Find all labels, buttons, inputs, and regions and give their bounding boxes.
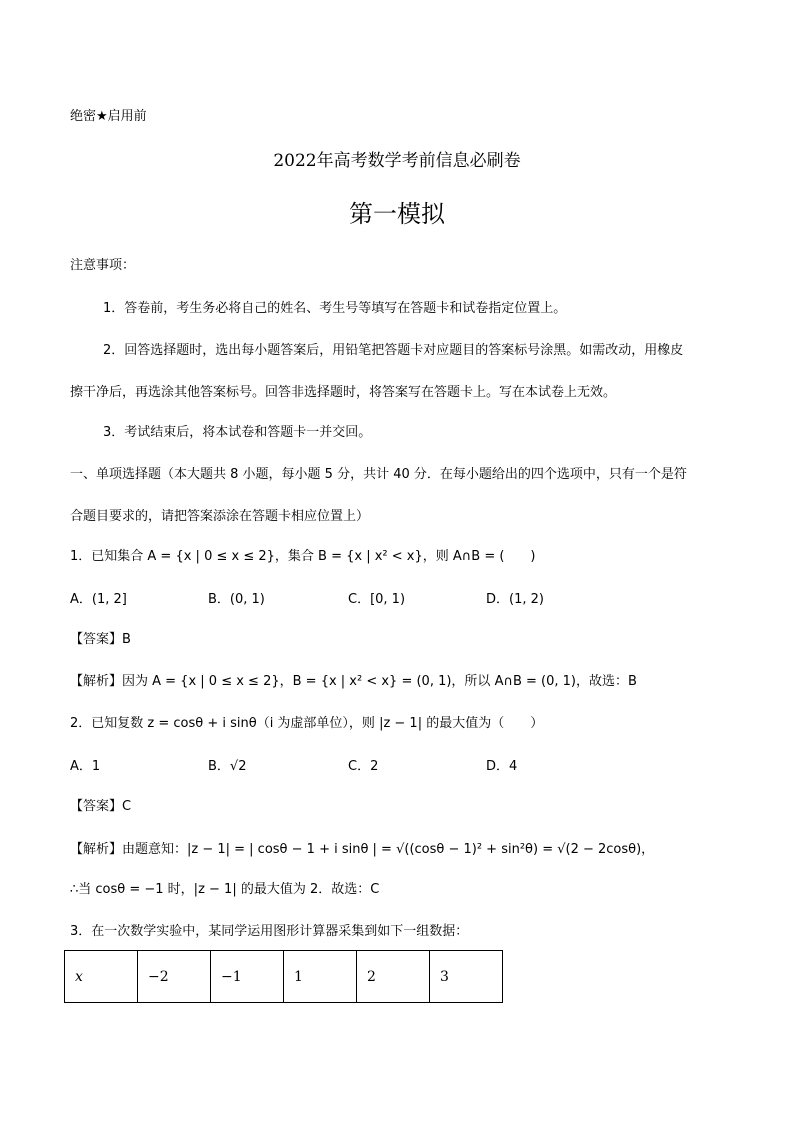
- notice-item-2-line-2: 擦干净后，再选涂其他答案标号。回答非选择题时，将答案写在答题卡上。写在本试卷上无效。: [70, 385, 617, 400]
- table-row: [65, 951, 503, 1003]
- section-heading-line-2: 合题目要求的，请把答案添涂在答题卡相应位置上）: [70, 509, 370, 524]
- q2-stem: 2．已知复数 z = cosθ + i sinθ（i 为虚部单位），则 |z − 1| 的最大值为（ ）: [70, 716, 544, 731]
- table-cell: −1: [211, 951, 284, 1003]
- table-cell: −2: [138, 951, 211, 1003]
- q1-stem: 1．已知集合 A = {x | 0 ≤ x ≤ 2}，集合 B = {x | x² < x}，则 A∩B = ( ): [70, 549, 536, 564]
- q1-option-b: B．(0, 1): [208, 592, 265, 607]
- q3-data-table: [64, 950, 503, 1003]
- q2-option-a: A．1: [70, 759, 101, 774]
- q1-option-a: A．(1, 2]: [70, 592, 127, 607]
- q2-answer: 【答案】C: [70, 799, 132, 814]
- exam-title: 2022年高考数学考前信息必刷卷: [273, 151, 521, 171]
- exam-subtitle: 第一模拟: [349, 200, 445, 228]
- q2-option-d: D．4: [486, 759, 518, 774]
- section-heading-line-1: 一、单项选择题（本大题共 8 小题，每小题 5 分，共计 40 分．在每小题给出的四个选项中，只有一个是符: [70, 467, 687, 482]
- q2-option-b: B．√2: [208, 759, 247, 774]
- q1-option-c: C．[0, 1): [348, 592, 406, 607]
- notice-item-1: 1．答卷前，考生务必将自己的姓名、考生号等填写在答题卡和试卷指定位置上。: [103, 301, 567, 316]
- table-cell-header: x: [65, 951, 138, 1003]
- notice-heading: 注意事项：: [70, 258, 136, 273]
- q1-analysis: 【解析】因为 A = {x | 0 ≤ x ≤ 2}，B = {x | x² < x} = (0, 1)，所以 A∩B = (0, 1)，故选：B: [70, 674, 637, 689]
- notice-item-2-line-1: 2．回答选择题时，选出每小题答案后，用铅笔把答题卡对应题目的答案标号涂黑。如需改动，用橡皮: [103, 343, 684, 358]
- table-cell: 3: [430, 951, 503, 1003]
- q2-conclusion: ∴当 cosθ = −1 时，|z − 1| 的最大值为 2．故选：C: [70, 882, 380, 897]
- q1-answer: 【答案】B: [70, 632, 131, 647]
- q2-option-c: C．2: [348, 759, 379, 774]
- secret-mark: 绝密★启用前: [70, 109, 147, 124]
- q1-option-d: D．(1, 2): [486, 592, 544, 607]
- table-cell: 1: [284, 951, 357, 1003]
- q3-stem: 3．在一次数学实验中，某同学运用图形计算器采集到如下一组数据：: [70, 924, 469, 939]
- table-cell: 2: [357, 951, 430, 1003]
- q2-analysis: 【解析】由题意知：|z − 1| = | cosθ − 1 + i sinθ | = √((cosθ − 1)² + sin²θ) = √(2 − 2cosθ)，: [70, 842, 655, 857]
- notice-item-3: 3．考试结束后，将本试卷和答题卡一并交回。: [103, 425, 372, 440]
